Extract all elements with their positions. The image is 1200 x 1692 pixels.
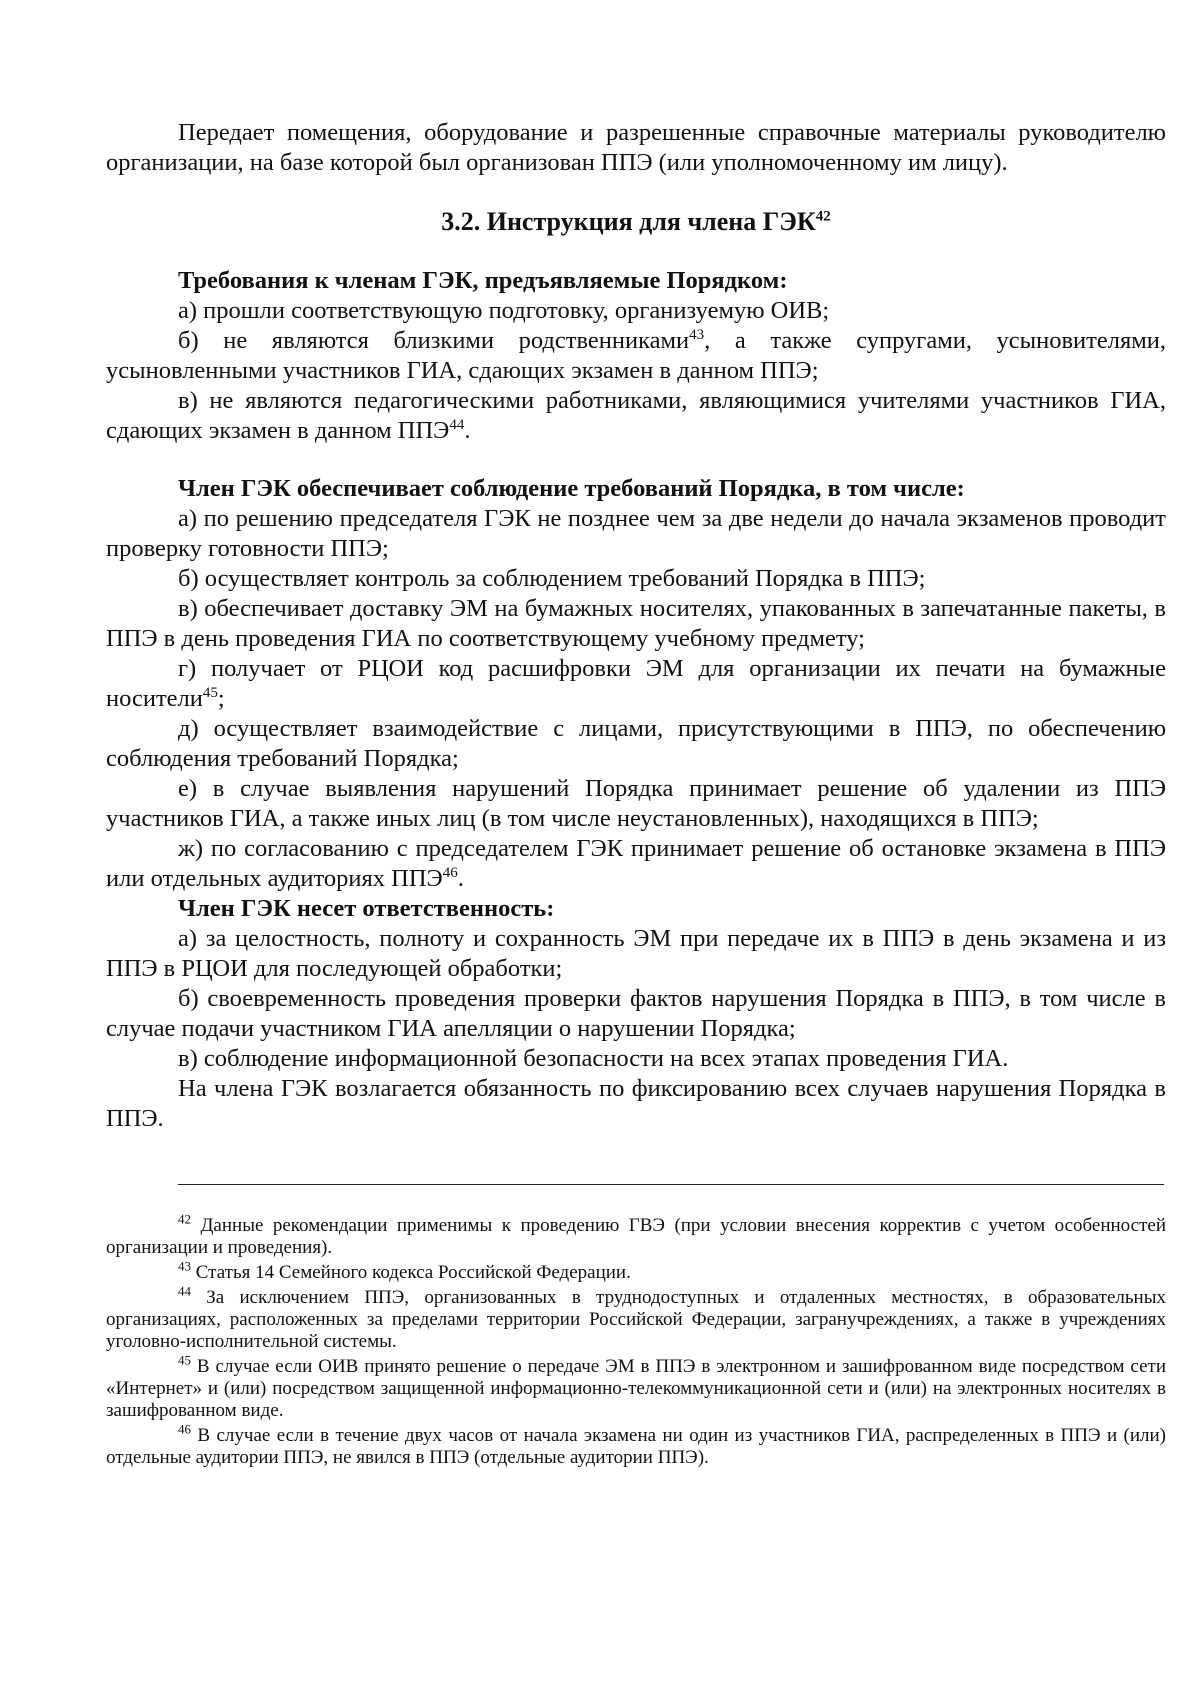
footnote-number: 46 [178, 1421, 191, 1437]
footnote-separator [178, 1184, 1164, 1185]
responsibility-item-a: а) за целостность, полноту и сохранность ЭМ при передаче их в ППЭ в день экзамена и из ППЭ в РЦОИ для последующей обработки; [106, 925, 1166, 982]
duty-item-d-tail: ; [217, 685, 225, 712]
requirements-heading: Требования к членам ГЭК, предъявляемые Порядком: [178, 267, 788, 294]
closing-paragraph: На члена ГЭК возлагается обязанность по фиксированию всех случаев нарушения Порядка в ППЭ. [106, 1075, 1166, 1132]
duty-item-a: а) по решению председателя ГЭК не позднее чем за две недели до начала экзаменов проводит проверку готовности ППЭ; [106, 505, 1166, 562]
duty-item-f: е) в случае выявления нарушений Порядка принимает решение об удалении из ППЭ участников ГИА, а также иных лиц (в том числе неустановленных), находящихся в ППЭ; [106, 775, 1166, 832]
footnote-text: В случае если ОИВ принято решение о передаче ЭМ в ППЭ в электронном и зашифрованном виде посредством сети «Интернет» и (или) посредством защищенной информационно-телекоммуникационной сети и (или) на электронных носителях в зашифрованном виде. [106, 1356, 1166, 1421]
footnote-45 [106, 1352, 1166, 1422]
requirement-item-b-tail: , а также супругами, усыновителями, усыновленными участников ГИА, сдающих экзамен в данном ППЭ; [106, 327, 1166, 384]
duty-item-e: д) осуществляет взаимодействие с лицами, присутствующими в ППЭ, по обеспечению соблюдения требований Порядка; [106, 715, 1166, 772]
footnote-text: Статья 14 Семейного кодекса Российской Федерации. [191, 1262, 631, 1283]
footnote-number: 44 [178, 1283, 191, 1299]
footnote-42 [106, 1211, 1166, 1259]
requirement-item-b-text: б) не являются близкими родственниками [178, 327, 690, 354]
footnote-number: 43 [178, 1258, 191, 1274]
footnote-text: В случае если в течение двух часов от начала экзамена ни один из участников ГИА, распределенных в ППЭ и (или) отдельные аудитории ППЭ, не явился в ППЭ (отдельные аудитории ППЭ). [106, 1425, 1166, 1468]
footnote-text: Данные рекомендации применимы к проведению ГВЭ (при условии внесения корректив с учетом особенностей организации и проведения). [106, 1215, 1166, 1258]
footnote-44 [106, 1283, 1166, 1353]
requirement-item-c [106, 386, 1166, 446]
footnote-number: 45 [178, 1352, 191, 1368]
requirement-item-c-text: в) не являются педагогическими работниками, являющимися учителями участников ГИА, сдающих экзамен в данном ППЭ [106, 387, 1166, 444]
document-page [106, 118, 1166, 1472]
section-title-text: 3.2. Инструкция для члена ГЭК [441, 207, 816, 236]
footnote-43 [106, 1258, 1166, 1284]
requirement-item-b [106, 326, 1166, 386]
footnote-ref-45: 45 [202, 684, 218, 701]
intro-paragraph: Передает помещения, оборудование и разрешенные справочные материалы руководителю организации, на базе которой был организован ППЭ (или уполномоченному им лицу). [106, 119, 1166, 176]
footnotes [106, 1211, 1166, 1469]
footnote-ref-46: 46 [442, 864, 458, 881]
responsibility-item-b: б) своевременность проведения проверки фактов нарушения Порядка в ППЭ, в том числе в случае подачи участником ГИА апелляции о нарушении Порядка; [106, 985, 1166, 1042]
duty-item-g [106, 834, 1166, 894]
footnote-ref-44: 44 [449, 416, 465, 433]
duties-heading: Член ГЭК обеспечивает соблюдение требований Порядка, в том числе: [178, 475, 965, 502]
duty-item-d-text: г) получает от РЦОИ код расшифровки ЭМ для организации их печати на бумажные носители [106, 655, 1166, 712]
footnote-ref-42: 42 [815, 208, 831, 225]
requirement-item-c-tail: . [464, 417, 471, 444]
responsibility-item-c: в) соблюдение информационной безопасности на всех этапах проведения ГИА. [178, 1045, 1009, 1072]
duty-item-d [106, 654, 1166, 714]
duty-item-c: в) обеспечивает доставку ЭМ на бумажных носителях, упакованных в запечатанные пакеты, в ППЭ в день проведения ГИА по соответствующему учебному предмету; [106, 595, 1166, 652]
responsibility-heading: Член ГЭК несет ответственность: [178, 895, 555, 922]
duty-item-g-text: ж) по согласованию с председателем ГЭК принимает решение об остановке экзамена в ППЭ или отдельных аудиториях ППЭ [106, 835, 1166, 892]
footnote-ref-43: 43 [689, 326, 705, 343]
footnote-46 [106, 1421, 1166, 1469]
requirement-item-a: а) прошли соответствующую подготовку, организуемую ОИВ; [178, 297, 830, 324]
duty-item-g-tail: . [457, 865, 464, 892]
footnote-number: 42 [178, 1211, 191, 1227]
footnote-text: За исключением ППЭ, организованных в труднодоступных и отдаленных местностях, в образовательных организациях, расположенных за пределами территории Российской Федерации, загранучреждениях, а также в учреждениях уголовно-исполнительной системы. [106, 1287, 1166, 1352]
section-title [106, 206, 1166, 238]
duty-item-b: б) осуществляет контроль за соблюдением требований Порядка в ППЭ; [178, 565, 926, 592]
